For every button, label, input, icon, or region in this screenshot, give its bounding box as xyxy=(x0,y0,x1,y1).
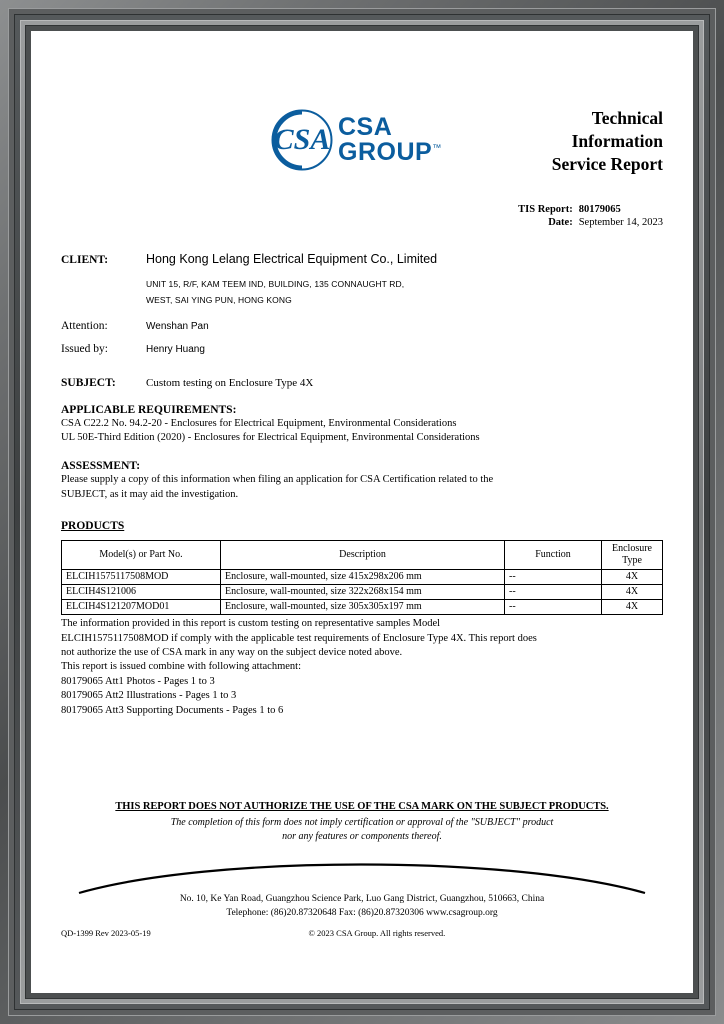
assessment-heading: ASSESSMENT: xyxy=(61,460,141,473)
notes-line3: not authorize the use of CSA mark in any way on the subject device noted above. xyxy=(61,647,403,659)
issued-by-label: Issued by: xyxy=(61,342,108,355)
client-address-line2: WEST, SAI YING PUN, HONG KONG xyxy=(146,295,292,305)
cell-function: -- xyxy=(505,584,602,599)
footer-warning: THIS REPORT DOES NOT AUTHORIZE THE USE OF THE CSA MARK ON THE SUBJECT PRODUCTS. xyxy=(115,801,609,812)
cell-description: Enclosure, wall-mounted, size 415x298x206 mm xyxy=(221,569,505,584)
csa-wordmark-line1: CSA xyxy=(338,112,393,141)
column-header-enclosure-line1: Enclosure xyxy=(612,542,652,554)
footer-disclaimer-line2: nor any features or components thereof. xyxy=(282,830,442,842)
issued-by-row xyxy=(61,343,663,355)
footer-copyright: © 2023 CSA Group. All rights reserved. xyxy=(308,928,446,938)
footer-phone: Telephone: (86)20.87320648 Fax: (86)20.87320306 www.csagroup.org xyxy=(226,907,498,918)
report-date-value: September 14, 2023 xyxy=(578,217,663,229)
cell-model: ELCIH4S121207MOD01 xyxy=(62,600,221,615)
cell-enclosure: 4X xyxy=(602,584,663,599)
cell-description: Enclosure, wall-mounted, size 305x305x197 mm xyxy=(221,600,505,615)
cell-function: -- xyxy=(505,600,602,615)
tis-report-value: 80179065 xyxy=(578,204,621,216)
attention-row xyxy=(61,320,663,332)
cell-enclosure: 4X xyxy=(602,600,663,615)
column-header-function: Function xyxy=(505,540,602,569)
report-meta xyxy=(61,204,663,230)
tis-report-row xyxy=(518,204,663,217)
client-address xyxy=(146,277,663,308)
assessment-line2: SUBJECT, as it may aid the investigation. xyxy=(61,488,239,500)
table-header-row xyxy=(62,540,663,569)
trademark-symbol: ™ xyxy=(432,142,442,153)
column-header-enclosure-line2: Type xyxy=(622,554,642,566)
requirements-line1: CSA C22.2 No. 94.2-20 - Enclosures for Electrical Equipment, Environmental Considerations xyxy=(61,417,457,429)
notes-line1: The information provided in this report is custom testing on representative samples Model xyxy=(61,618,441,630)
notes-attachment-2: 80179065 Att2 Illustrations - Pages 1 to 3 xyxy=(61,690,237,702)
cell-enclosure: 4X xyxy=(602,569,663,584)
document-page xyxy=(31,31,693,993)
page-title-line3: Service Report xyxy=(551,154,663,175)
products-heading: PRODUCTS xyxy=(61,519,125,532)
footer-warning-block xyxy=(61,801,663,843)
notes-block xyxy=(61,617,663,718)
issued-by-value: Henry Huang xyxy=(146,343,205,355)
notes-line4: This report is issued combine with following attachment: xyxy=(61,661,301,673)
table-row xyxy=(62,569,663,584)
svg-text:CSA: CSA xyxy=(273,123,331,156)
subject-label: SUBJECT: xyxy=(61,376,116,389)
client-address-line1: UNIT 15, R/F, KAM TEEM IND, BUILDING, 135 CONNAUGHT RD, xyxy=(146,279,405,290)
attention-value: Wenshan Pan xyxy=(146,320,209,332)
footer-address-block xyxy=(61,893,663,921)
footer-address: No. 10, Ke Yan Road, Guangzhou Science Park, Luo Gang District, Guangzhou, 510663, China xyxy=(179,894,545,904)
requirements-line2: UL 50E-Third Edition (2020) - Enclosures for Electrical Equipment, Environmental Considerations xyxy=(61,431,480,443)
column-header-model: Model(s) or Part No. xyxy=(62,540,221,569)
footer-disclaimer xyxy=(61,816,663,843)
cell-model: ELCIH1575117508MOD xyxy=(62,569,221,584)
cell-model: ELCIH4S121006 xyxy=(62,584,221,599)
assessment-body xyxy=(61,473,663,502)
notes-line2: ELCIH1575117508MOD if comply with the applicable test requirements of Enclosure Type 4X. This report does xyxy=(61,632,537,644)
table-row xyxy=(62,600,663,615)
page-title-line1: Technical xyxy=(591,108,663,128)
attention-label: Attention: xyxy=(61,319,108,332)
footer-doc-code: QD-1399 Rev 2023-05-19 xyxy=(61,928,151,938)
assessment-line1: Please supply a copy of this information when filing an application for CSA Certification related to the xyxy=(61,474,494,486)
csa-logo xyxy=(271,109,442,171)
client-name: Hong Kong Lelang Electrical Equipment Co., Limited xyxy=(146,252,438,267)
requirements-heading: APPLICABLE REQUIREMENTS: xyxy=(61,403,237,416)
client-label: CLIENT: xyxy=(61,254,109,267)
column-header-description: Description xyxy=(221,540,505,569)
column-header-enclosure-type xyxy=(602,540,663,569)
client-row xyxy=(61,252,663,266)
subject-row xyxy=(61,377,663,389)
csa-wordmark-line2: GROUP™ xyxy=(338,138,442,166)
footer-bottom-row xyxy=(61,928,663,938)
csa-roundel-icon xyxy=(271,109,333,171)
page-title-line2: Information xyxy=(571,131,663,152)
tis-report-label: TIS Report: xyxy=(518,204,573,216)
csa-wordmark xyxy=(338,112,442,166)
swoosh-divider-icon xyxy=(61,853,663,897)
notes-attachment-1: 80179065 Att1 Photos - Pages 1 to 3 xyxy=(61,675,215,687)
page-title xyxy=(552,105,663,176)
report-date-row xyxy=(518,217,663,230)
requirements-body xyxy=(61,417,663,446)
cell-description: Enclosure, wall-mounted, size 322x268x154 mm xyxy=(221,584,505,599)
notes-attachment-3: 80179065 Att3 Supporting Documents - Pages 1 to 6 xyxy=(61,704,284,716)
report-date-label: Date: xyxy=(548,217,573,229)
cell-function: -- xyxy=(505,569,602,584)
products-table xyxy=(61,540,663,616)
document-header xyxy=(61,105,663,176)
footer-disclaimer-line1: The completion of this form does not imply certification or approval of the "SUBJECT" product xyxy=(170,817,554,828)
table-row xyxy=(62,584,663,599)
subject-value: Custom testing on Enclosure Type 4X xyxy=(146,376,314,389)
